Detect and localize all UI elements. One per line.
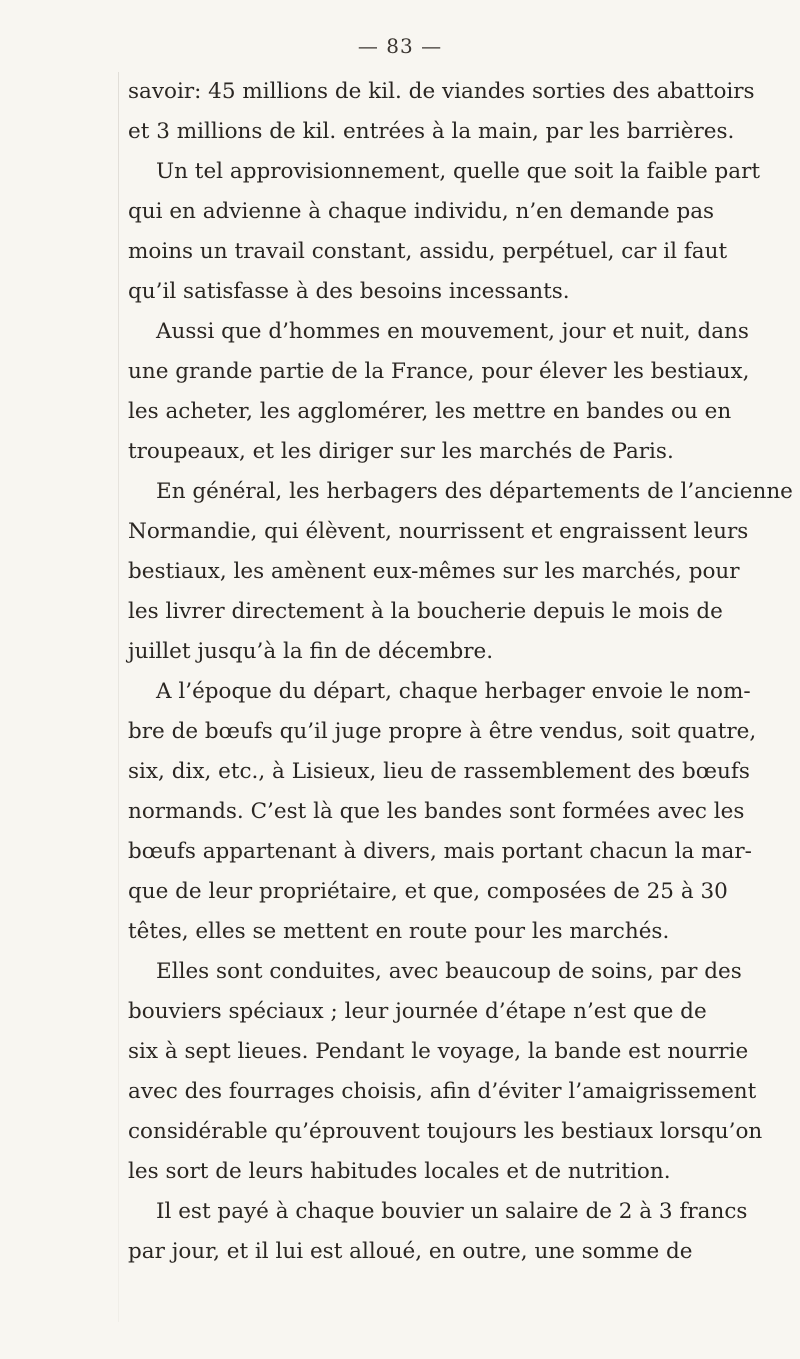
text-line: Normandie, qui élèvent, nourrissent et engraissent leurs <box>128 519 749 544</box>
text-line: qui en advienne à chaque individu, n’en demande pas <box>128 199 715 224</box>
text-line: et 3 millions de kil. entrées à la main, par les barrières. <box>128 119 735 144</box>
text-line: les livrer directement à la boucherie depuis le mois de <box>128 599 723 624</box>
text-line: troupeaux, et les diriger sur les marchés de Paris. <box>128 439 674 464</box>
text-line: Il est payé à chaque bouvier un salaire de 2 à 3 francs <box>156 1199 748 1224</box>
body-text <box>128 72 793 1272</box>
text-line: par jour, et il lui est alloué, en outre, une somme de <box>128 1239 693 1264</box>
text-line: bœufs appartenant à divers, mais portant chacun la mar- <box>128 839 752 864</box>
text-line: une grande partie de la France, pour élever les bestiaux, <box>128 359 750 384</box>
text-line: bestiaux, les amènent eux-mêmes sur les marchés, pour <box>128 559 740 584</box>
text-line: considérable qu’éprouvent toujours les bestiaux lorsqu’on <box>128 1119 763 1144</box>
text-line: juillet jusqu’à la fin de décembre. <box>128 639 494 664</box>
text-line: En général, les herbagers des départements de l’ancienne <box>156 479 793 504</box>
text-line: les sort de leurs habitudes locales et de nutrition. <box>128 1159 671 1184</box>
text-line: têtes, elles se mettent en route pour les marchés. <box>128 919 670 944</box>
margin-shadow <box>118 72 119 1322</box>
text-line: avec des fourrages choisis, afin d’éviter l’amaigrissement <box>128 1079 757 1104</box>
text-line: qu’il satisfasse à des besoins incessants. <box>128 279 570 304</box>
text-line: A l’époque du départ, chaque herbager envoie le nom- <box>156 679 751 704</box>
text-line: les acheter, les agglomérer, les mettre en bandes ou en <box>128 399 732 424</box>
text-line: savoir: 45 millions de kil. de viandes sorties des abattoirs <box>128 79 755 104</box>
text-line: Un tel approvisionnement, quelle que soit la faible part <box>156 159 761 184</box>
text-line: bre de bœufs qu’il juge propre à être vendus, soit quatre, <box>128 719 757 744</box>
text-line: Elles sont conduites, avec beaucoup de soins, par des <box>156 959 742 984</box>
text-line: six, dix, etc., à Lisieux, lieu de rassemblement des bœufs <box>128 759 750 784</box>
text-line: normands. C’est là que les bandes sont formées avec les <box>128 799 745 824</box>
text-line: six à sept lieues. Pendant le voyage, la bande est nourrie <box>128 1039 749 1064</box>
page-number: — 83 — <box>357 34 443 58</box>
text-line: que de leur propriétaire, et que, composées de 25 à 30 <box>128 879 728 904</box>
text-line: moins un travail constant, assidu, perpétuel, car il faut <box>128 239 728 264</box>
text-line: bouviers spéciaux ; leur journée d’étape n’est que de <box>128 999 707 1024</box>
text-line: Aussi que d’hommes en mouvement, jour et nuit, dans <box>156 319 749 344</box>
